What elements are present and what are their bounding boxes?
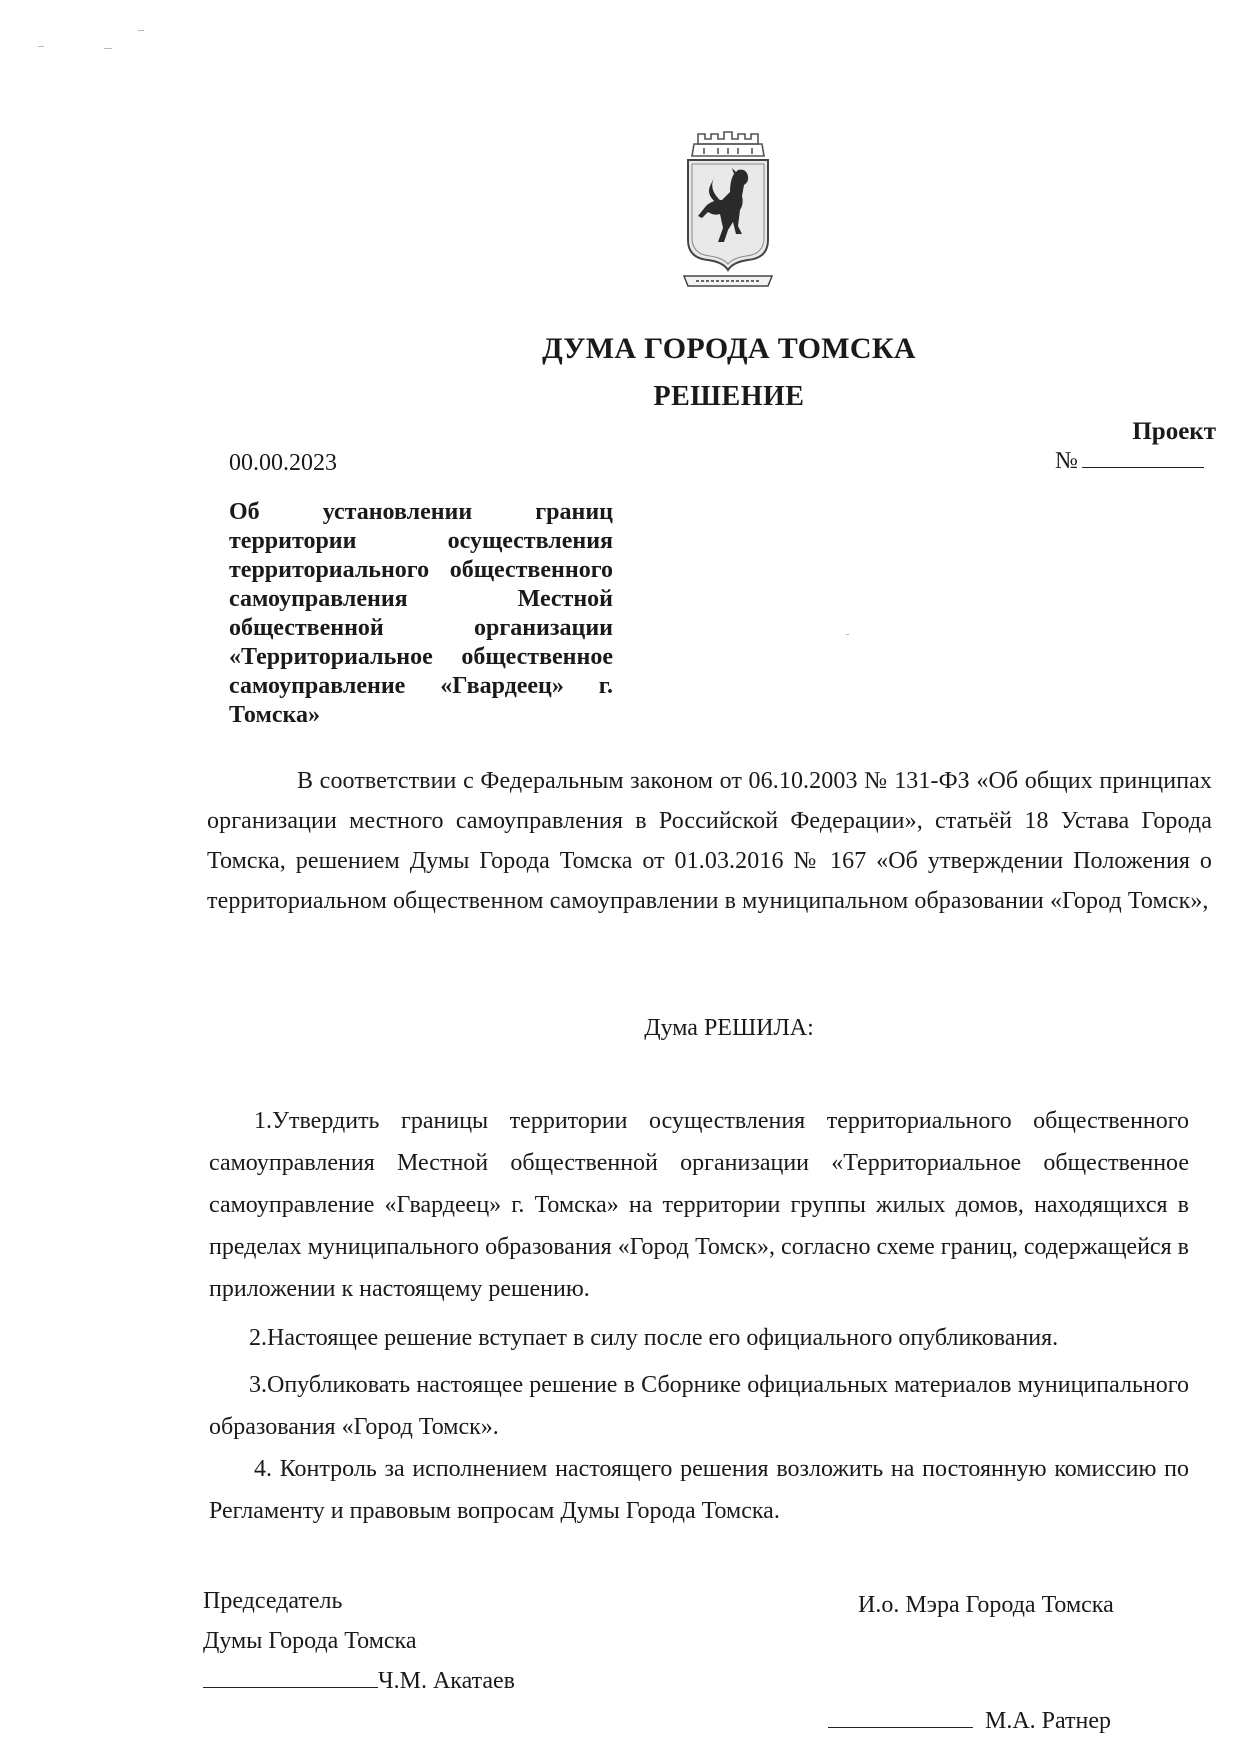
decision-item-3: 3.Опубликовать настоящее решение в Сборнике официальных материалов муниципального образования «Город Томск». bbox=[209, 1372, 1189, 1440]
signature-block-mayor bbox=[858, 1585, 1114, 1741]
chairman-name: Ч.М. Акатаев bbox=[378, 1668, 516, 1694]
number-blank-line bbox=[1082, 447, 1204, 468]
scan-speck bbox=[38, 46, 44, 47]
draft-label: Проект bbox=[1132, 418, 1216, 445]
mayor-name: М.А. Ратнер bbox=[985, 1708, 1112, 1734]
decision-item-1: 1.Утвердить границы территории осуществления территориального общественного самоуправления Местной общественной организации «Территориальное общественное самоуправление «Гвардеец» г. Томска» на территории группы жилых домов, находящихся в пределах муниципального образования «Город Томск», согласно схеме границ, содержащейся в приложении к настоящему решению. bbox=[209, 1108, 1189, 1302]
signature-line bbox=[203, 1665, 378, 1688]
document-number bbox=[1055, 447, 1204, 475]
scan-speck bbox=[104, 48, 112, 49]
decision-item-4: 4. Контроль за исполнением настоящего решения возложить на постоянную комиссию по Регламенту и правовым вопросам Думы Города Томска. bbox=[209, 1456, 1189, 1524]
decision-heading: Дума РЕШИЛА: bbox=[644, 1015, 814, 1041]
mayor-name-row bbox=[828, 1701, 1114, 1741]
signature-block-chairman bbox=[203, 1581, 515, 1701]
mayor-title: И.о. Мэра Города Томска bbox=[858, 1592, 1114, 1618]
chairman-name-row bbox=[203, 1661, 515, 1701]
chairman-title-line1: Председатель bbox=[203, 1588, 343, 1614]
chairman-title-line2: Думы Города Томска bbox=[203, 1628, 417, 1654]
scan-speck bbox=[846, 634, 849, 635]
preamble-paragraph: В соответствии с Федеральным законом от 06.10.2003 № 131-ФЗ «Об общих принципах организации местного самоуправления в Российской Федерации», статьёй 18 Устава Города Томска, решением Думы Города Томска от 01.03.2016 № 167 «Об утверждении Положения о территориальном общественном самоуправлении в муниципальном образовании «Город Томск», bbox=[207, 768, 1212, 914]
tomsk-coat-of-arms-icon bbox=[678, 130, 778, 290]
signature-line bbox=[828, 1705, 973, 1728]
document-date: 00.00.2023 bbox=[229, 450, 337, 476]
document-type-title: РЕШЕНИЕ bbox=[653, 381, 805, 412]
scan-speck bbox=[138, 30, 144, 31]
organization-title: ДУМА ГОРОДА ТОМСКА bbox=[542, 332, 916, 365]
document-subject: Об установлении границ территории осуществления территориального общественного самоуправления Местной общественной организации «Территориальное общественное самоуправление «Гвардеец» г. Томска» bbox=[229, 499, 613, 728]
decision-item-2: 2.Настоящее решение вступает в силу после его официального опубликования. bbox=[249, 1325, 1059, 1351]
number-label: № bbox=[1055, 448, 1078, 474]
